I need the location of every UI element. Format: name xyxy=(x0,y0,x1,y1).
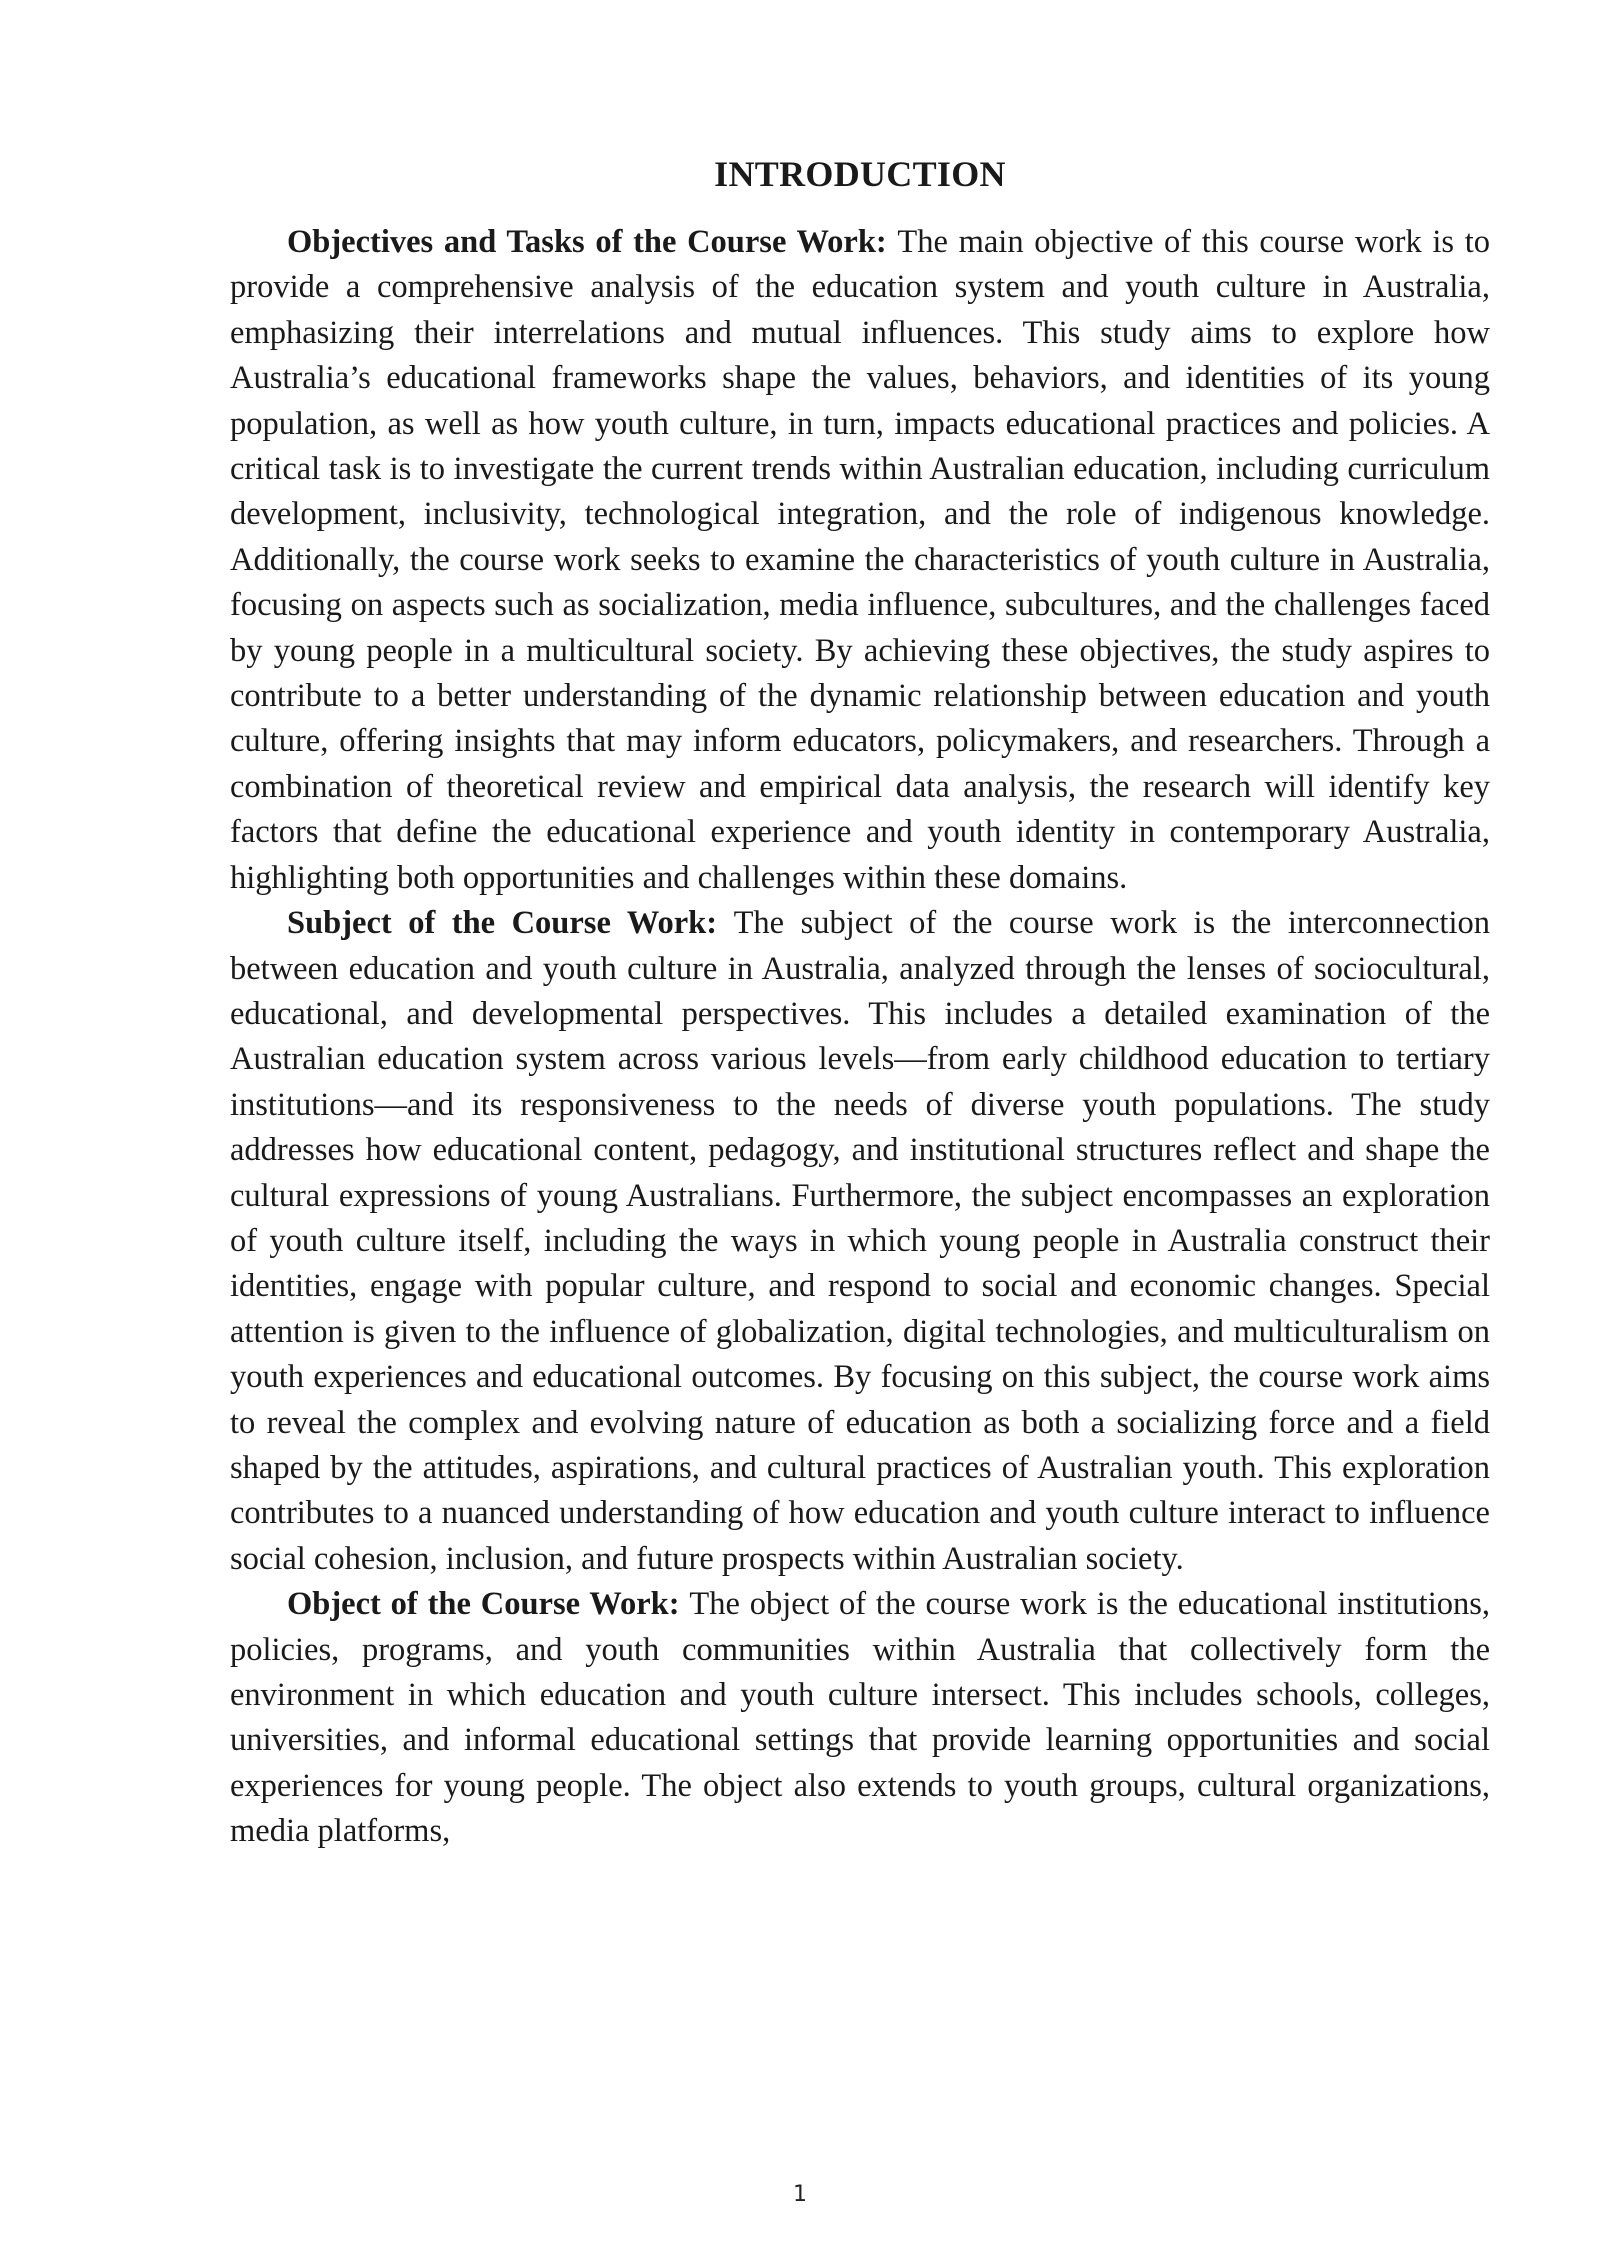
section-heading-object: Object of the Course Work: xyxy=(287,1586,690,1623)
section-heading-objectives: Objectives and Tasks of the Course Work: xyxy=(287,224,898,260)
section-objectives xyxy=(230,220,1490,901)
section-heading-subject: Subject of the Course Work: xyxy=(287,905,734,942)
section-text-subject: The subject of the course work is the interconnection between education and youth culture in Australia, analyzed through the lenses of sociocultural, educational, and developmental perspectives. This includes a detailed examination of the Australian education system across various levels—from early childhood education to tertiary institutions—and its responsiveness to the needs of diverse youth populations. The study addresses how educational content, pedagogy, and institutional structures reflect and shape the cultural expressions of young Australians. Furthermore, the subject encompasses an exploration of youth culture itself, including the ways in which young people in Australia construct their identities, engage with popular culture, and respond to social and economic changes. Special attention is given to the influence of globalization, digital technologies, and multiculturalism on youth experiences and educational outcomes. By focusing on this subject, the course work aims to reveal the complex and evolving nature of education as both a socializing force and a field shaped by the attitudes, aspirations, and cultural practices of Australian youth. This exploration contributes to a nuanced understanding of how education and youth culture interact to influence social cohesion, inclusion, and future prospects within Australian society. xyxy=(230,905,1490,1577)
section-text-objectives: The main objective of this course work is to provide a comprehensive analysis of the education system and youth culture in Australia, emphasizing their interrelations and mutual influences. This study aims to explore how Australia’s educational frameworks shape the values, behaviors, and identities of its young population, as well as how youth culture, in turn, impacts educational practices and policies. A critical task is to investigate the current trends within Australian education, including curriculum development, inclusivity, technological integration, and the role of indigenous knowledge. Additionally, the course work seeks to examine the characteristics of youth culture in Australia, focusing on aspects such as socialization, media influence, subcultures, and the challenges faced by young people in a multicultural society. By achieving these objectives, the study aspires to contribute to a better understanding of the dynamic relationship between education and youth culture, offering insights that may inform educators, policymakers, and researchers. Through a combination of theoretical review and empirical data analysis, the research will identify key factors that define the educational experience and youth identity in contemporary Australia, highlighting both opportunities and challenges within these domains. xyxy=(230,224,1490,896)
page-number: 1 xyxy=(793,2182,807,2207)
section-text-object: The object of the course work is the educational institutions, policies, programs, and youth communities within Australia that collectively form the environment in which education and youth culture intersect. This includes schools, colleges, universities, and informal educational settings that provide learning opportunities and social experiences for young people. The object also extends to youth groups, cultural organizations, media platforms, xyxy=(230,1586,1490,1850)
section-subject xyxy=(230,901,1490,1582)
page-title: INTRODUCTION xyxy=(714,154,1006,194)
document-page xyxy=(230,150,1490,1855)
section-object xyxy=(230,1582,1490,1854)
